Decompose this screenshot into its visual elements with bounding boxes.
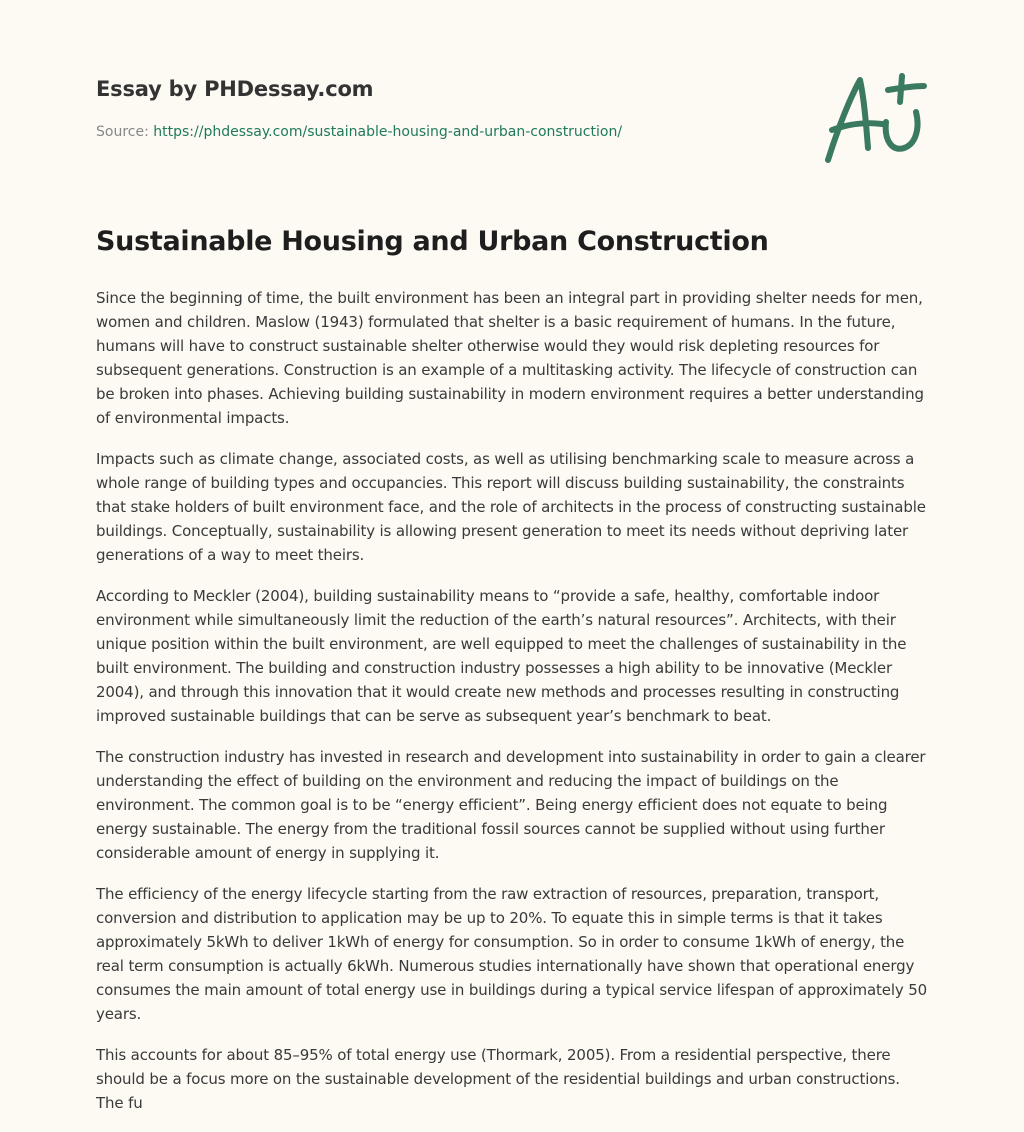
source-label: Source:: [96, 124, 149, 140]
article-title: Sustainable Housing and Urban Construction: [96, 226, 769, 257]
paragraph: The efficiency of the energy lifecycle starting from the raw extraction of resources, preparation, transport, conversion and distribution to application may be up to 20%. To equate this in simple terms is that it takes approximately 5kWh to deliver 1kWh of energy for consumption. So in order to consume 1kWh of energy, the real term consumption is actually 6kWh. Numerous studies internationally have shown that operational energy consumes the main amount of total energy use in buildings during a typical service lifespan of approximately 50 years.: [96, 885, 928, 1023]
paragraph: Since the beginning of time, the built environment has been an integral part in providing shelter needs for men, women and children. Maslow (1943) formulated that shelter is a basic requirement of humans. In the future, humans will have to construct sustainable shelter otherwise would they would risk depleting resources for subsequent generations. Construction is an example of a multitasking activity. The lifecycle of construction can be broken into phases. Achieving building sustainability in modern environment requires a better understanding of environmental impacts.: [96, 289, 924, 427]
a-plus-logo-icon: [820, 68, 930, 168]
a-plus-logo: [820, 68, 930, 168]
source-line: [96, 124, 622, 140]
article-body: [96, 286, 930, 1132]
paragraph: According to Meckler (2004), building sustainability means to “provide a safe, healthy, comfortable indoor environment while simultaneously limit the reduction of the earth’s natural resources”. Architects, with their unique position within the built environment, are well equipped to meet the challenges of sustainability in the built environment. The building and construction industry possesses a high ability to be innovative (Meckler 2004), and through this innovation that it would create new methods and processes resulting in constructing improved sustainable buildings that can be serve as subsequent year’s benchmark to beat.: [96, 587, 907, 725]
paragraph: Impacts such as climate change, associated costs, as well as utilising benchmarking scale to measure across a whole range of building types and occupancies. This report will discuss building sustainability, the constraints that stake holders of built environment face, and the role of architects in the process of constructing sustainable buildings. Conceptually, sustainability is allowing present generation to meet its needs without depriving later generations of a way to meet theirs.: [96, 450, 926, 564]
source-link[interactable]: https://phdessay.com/sustainable-housing-and-urban-construction/: [153, 124, 623, 140]
site-title: Essay by PHDessay.com: [96, 77, 374, 101]
paragraph: The construction industry has invested in research and development into sustainability in order to gain a clearer understanding the effect of building on the environment and reducing the impact of buildings on the environment. The common goal is to be “energy efficient”. Being energy efficient does not equate to being energy sustainable. The energy from the traditional fossil sources cannot be supplied without using further considerable amount of energy in supplying it.: [96, 748, 926, 862]
paragraph: This accounts for about 85–95% of total energy use (Thormark, 2005). From a residential perspective, there should be a focus more on the sustainable development of the residential buildings and urban constructions. The fu: [96, 1046, 900, 1112]
